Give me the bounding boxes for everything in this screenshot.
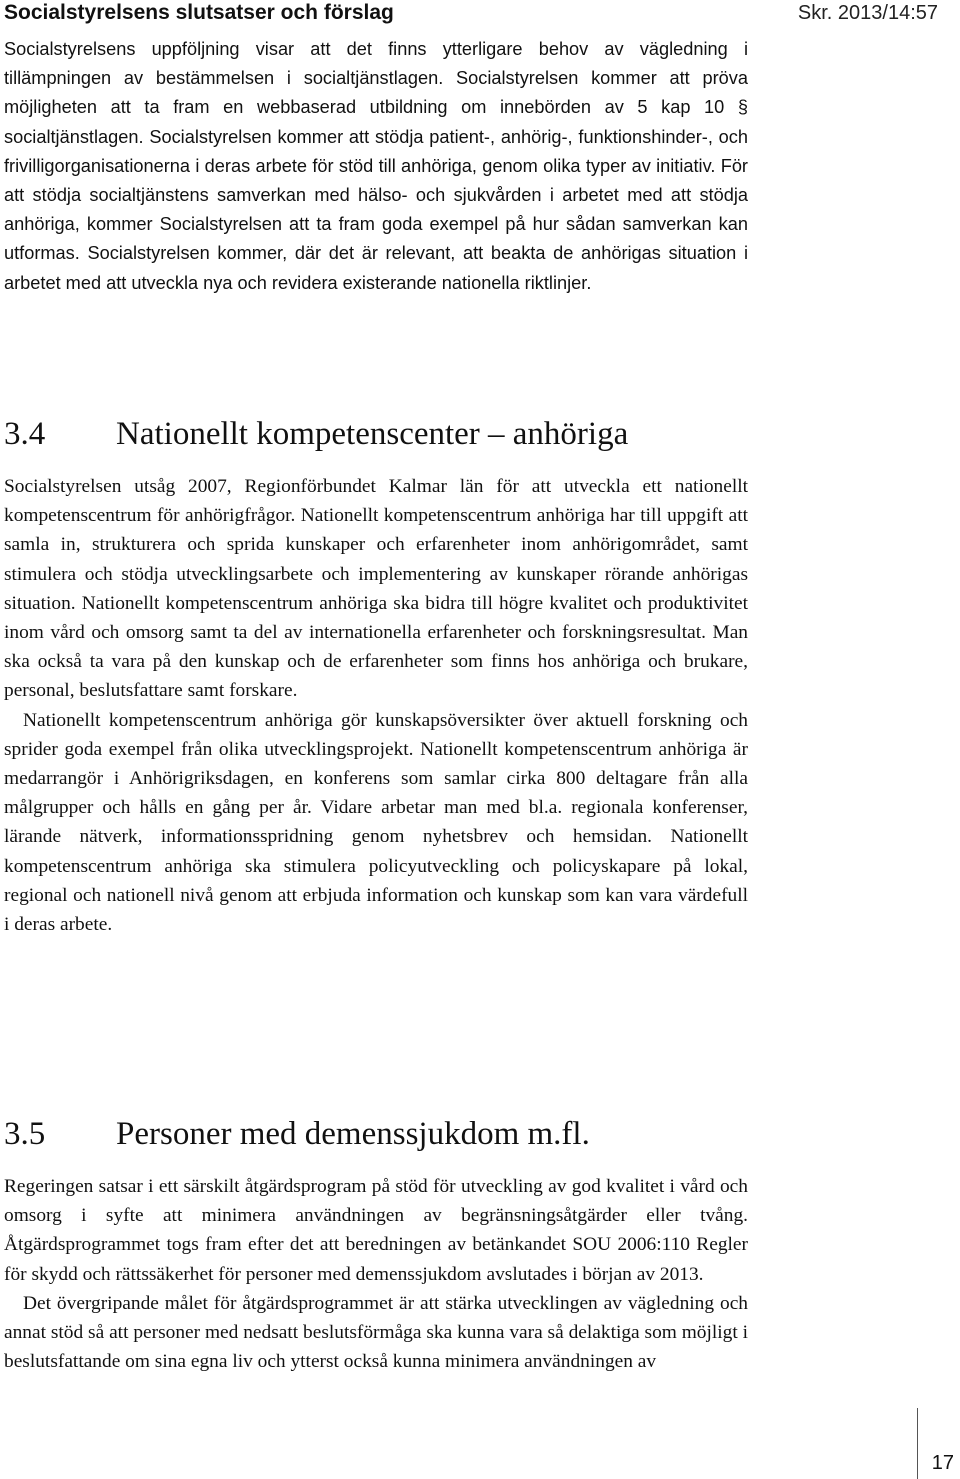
document-reference: Skr. 2013/14:57 [797,2,938,24]
margin-rule [917,1408,918,1479]
page-number: 17 [931,1452,954,1474]
summary-box [4,0,748,298]
body-paragraph: Regeringen satsar i ett särskilt åtgärdsprogram på stöd för utveckling av god kvalitet i vård och omsorg i syfte att minimera användningen av begränsningsåtgärder eller tvång. Åtgärdsprogrammet togs fram efter det att beredningen av betänkandet SOU 2006:110 Regler för skydd och rättssäkerhet för personer med demenssjukdom avslutades i början av 2013. [4,1176,748,1285]
section-heading-3-4 [4,414,628,454]
body-paragraph: Socialstyrelsen utsåg 2007, Regionförbundet Kalmar län för att utveckla ett nationellt kompetenscentrum för anhörigfrågor. Nationellt kompetenscentrum anhöriga har till uppgift att samla in, strukturera och sprida kunskaper och erfarenheter inom anhörigområdet, samt stimulera och stödja utvecklingsarbete och implementering av kunskaper rörande anhörigas situation. Nationellt kompetenscentrum anhöriga ska bidra till högre kvalitet och produktivitet inom vård och omsorg samt ta del av internationella erfarenheter och forskningsresultat. Man ska också ta vara på den kunskap och de erfarenheter som finns hos anhöriga och brukare, personal, beslutsfattare samt forskare. [4,476,748,702]
section-title: Personer med demenssjukdom m.fl. [116,1116,590,1152]
summary-heading: Socialstyrelsens slutsatser och förslag [4,1,394,24]
section-number: 3.5 [4,1116,46,1152]
body-paragraph: Det övergripande målet för åtgärdsprogrammet är att stärka utvecklingen av vägledning och annat stöd så att personer med nedsatt beslutsförmåga ska kunna vara så delaktiga som möjligt i beslutsfattande om sina egna liv och ytterst också kunna minimera användningen av [4,1292,748,1373]
section-body-3-5 [4,1172,748,1376]
body-paragraph: Nationellt kompetenscentrum anhöriga gör kunskapsöversikter över aktuell forskning och sprider goda exempel från olika utvecklingsprojekt. Nationellt kompetenscentrum anhöriga är medarrangör i Anhörigriksdagen, en konferens som samlar cirka 800 deltagare från alla målgrupper och hålls en gång per år. Vidare arbetar man med bl.a. regionala konferenser, lärande nätverk, informationsspridning genom nyhetsbrev och hemsidan. Nationellt kompetenscentrum anhöriga ska stimulera policyutveckling och policyskapare på lokal, regional och nationell nivå genom att erbjuda information och kunskap som kan vara värdefull i deras arbete. [4,709,748,936]
section-body-3-4 [4,472,748,939]
section-heading-3-5 [4,1114,590,1154]
summary-paragraph: Socialstyrelsens uppföljning visar att det finns ytterligare behov av vägledning i tillämpningen av bestämmelsen i socialtjänstlagen. Socialstyrelsen kommer att pröva möjligheten att ta fram en webbaserad utbildning om innebörden av 5 kap 10 § socialtjänstlagen. Socialstyrelsen kommer att stödja patient-, anhörig-, funktionshinder-, och frivilligorganisationerna i deras arbete för stöd till anhöriga, genom olika typer av initiativ. För att stödja socialtjänstens samverkan med hälso- och sjukvården i arbetet med att stödja anhöriga, kommer Socialstyrelsen att ta fram goda exempel på hur sådan samverkan kan utformas. Socialstyrelsen kommer, där det är relevant, att beakta de anhörigas situation i arbetet med att utveckla nya och revidera existerande nationella riktlinjer. [4,39,748,293]
section-number: 3.4 [4,416,46,452]
section-title: Nationellt kompetenscenter – anhöriga [116,416,629,452]
